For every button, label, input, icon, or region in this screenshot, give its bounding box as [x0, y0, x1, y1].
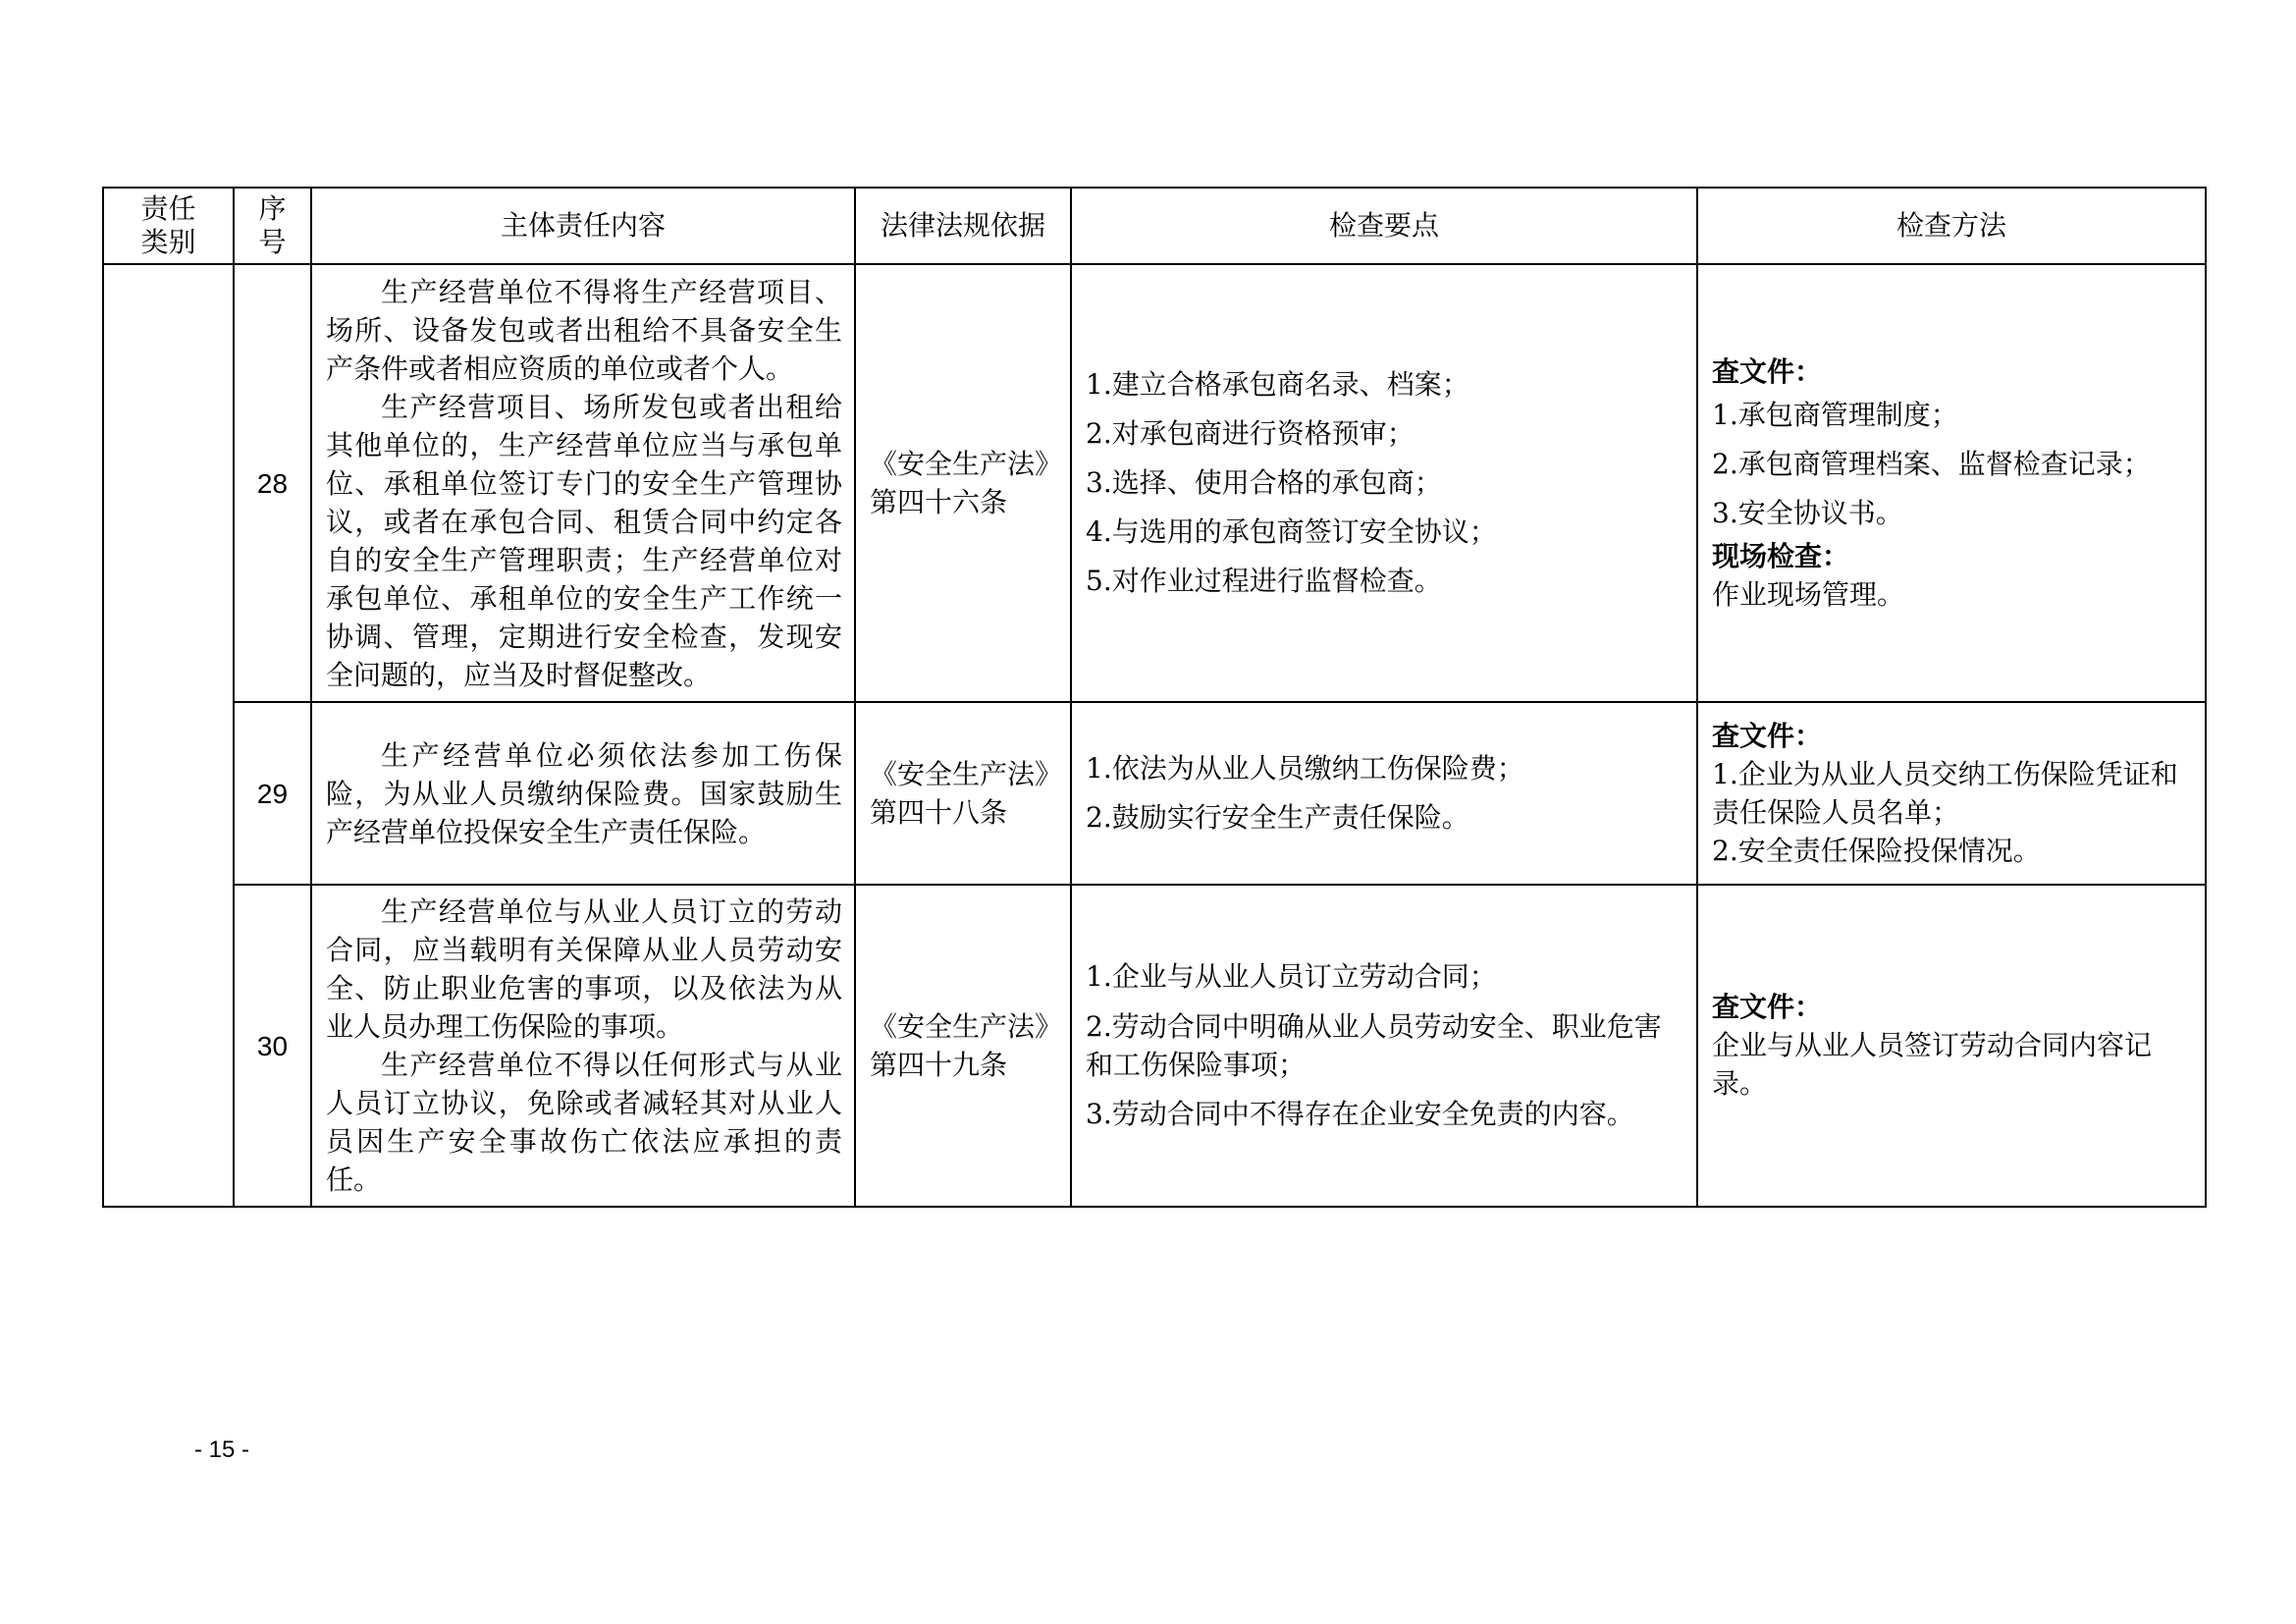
point-item: 3.选择、使用合格的承包商；	[1086, 466, 1442, 499]
law-cell	[855, 264, 1071, 702]
point-item: 2.鼓励实行安全生产责任保险。	[1086, 801, 1469, 834]
content-paragraph: 生产经营单位不得以任何形式与从业人员订立协议，免除或者减轻其对从业人员因生产安全事故伤亡依法应承担的责任。	[326, 1049, 842, 1196]
method-item: 1.企业为从业人员交纳工伤保险凭证和责任保险人员名单；	[1712, 757, 2178, 829]
content-paragraph: 生产经营单位与从业人员订立的劳动合同，应当载明有关保障从业人员劳动安全、防止职业危害的事项，以及依法为从业人员办理工伤保险的事项。	[326, 895, 842, 1043]
method-item: 2.安全责任保险投保情况。	[1712, 834, 2041, 867]
header-law: 法律法规依据	[855, 188, 1071, 264]
responsibility-table	[102, 187, 2207, 1208]
point-item: 1.依法为从业人员缴纳工伤保险费；	[1086, 752, 1524, 785]
header-content: 主体责任内容	[311, 188, 855, 264]
content-cell	[311, 264, 855, 702]
points-cell	[1071, 702, 1697, 885]
header-method: 检查方法	[1697, 188, 2206, 264]
method-cell	[1697, 264, 2206, 702]
header-category: 责任 类别	[103, 188, 234, 264]
table-row	[103, 702, 2206, 885]
points-cell	[1071, 264, 1697, 702]
method-item: 3.安全协议书。	[1712, 496, 1903, 529]
method-heading-documents: 查文件：	[1712, 719, 1823, 752]
seq-cell: 28	[234, 264, 311, 702]
content-paragraph: 生产经营项目、场所发包或者出租给其他单位的，生产经营单位应当与承包单位、承租单位签订专门的安全生产管理协议，或者在承包合同、租赁合同中约定各自的安全生产管理职责；生产经营单位对承包单位、承租单位的安全生产工作统一协调、管理，定期进行安全检查，发现安全问题的，应当及时督促整改。	[326, 390, 842, 691]
point-item: 4.与选用的承包商签订安全协议；	[1086, 515, 1497, 548]
point-item: 5.对作业过程进行监督检查。	[1086, 565, 1442, 597]
table-row	[103, 885, 2206, 1207]
page-number: - 15 -	[194, 1436, 250, 1463]
content-paragraph: 生产经营单位必须依法参加工伤保险，为从业人员缴纳保险费。国家鼓励生产经营单位投保安全生产责任保险。	[326, 738, 842, 848]
law-article: 第四十六条	[870, 486, 1008, 518]
content-cell	[311, 885, 855, 1207]
method-item: 1.承包商管理制度；	[1712, 398, 1958, 431]
category-cell	[103, 264, 234, 1207]
law-article: 第四十八条	[870, 796, 1008, 829]
method-item: 2.承包商管理档案、监督检查记录；	[1712, 447, 2151, 480]
method-heading-documents: 查文件：	[1712, 991, 1823, 1023]
point-item: 1.企业与从业人员订立劳动合同；	[1086, 960, 1497, 993]
law-name: 《安全生产法》	[870, 1010, 1063, 1043]
content-cell	[311, 702, 855, 885]
table-header-row	[103, 188, 2206, 264]
header-points: 检查要点	[1071, 188, 1697, 264]
law-name: 《安全生产法》	[870, 448, 1063, 480]
point-item: 1.建立合格承包商名录、档案；	[1086, 368, 1469, 401]
method-cell	[1697, 702, 2206, 885]
method-heading-documents: 查文件：	[1712, 354, 1823, 388]
law-article: 第四十九条	[870, 1049, 1008, 1081]
header-seq: 序 号	[234, 188, 311, 264]
content-paragraph: 生产经营单位不得将生产经营项目、场所、设备发包或者出租给不具备安全生产条件或者相应资质的单位或者个人。	[326, 275, 842, 385]
method-item: 作业现场管理。	[1712, 577, 1905, 611]
point-item: 2.劳动合同中明确从业人员劳动安全、职业危害和工伤保险事项；	[1086, 1010, 1662, 1081]
law-name: 《安全生产法》	[870, 758, 1063, 790]
point-item: 2.对承包商进行资格预审；	[1086, 417, 1415, 450]
table-row	[103, 264, 2206, 702]
points-cell	[1071, 885, 1697, 1207]
seq-cell: 29	[234, 702, 311, 885]
point-item: 3.劳动合同中不得存在企业安全免责的内容。	[1086, 1098, 1634, 1130]
seq-cell: 30	[234, 885, 311, 1207]
law-cell	[855, 702, 1071, 885]
law-cell	[855, 885, 1071, 1207]
method-item: 企业与从业人员签订劳动合同内容记录。	[1712, 1029, 2153, 1100]
method-cell	[1697, 885, 2206, 1207]
method-heading-site: 现场检查：	[1712, 539, 1850, 572]
